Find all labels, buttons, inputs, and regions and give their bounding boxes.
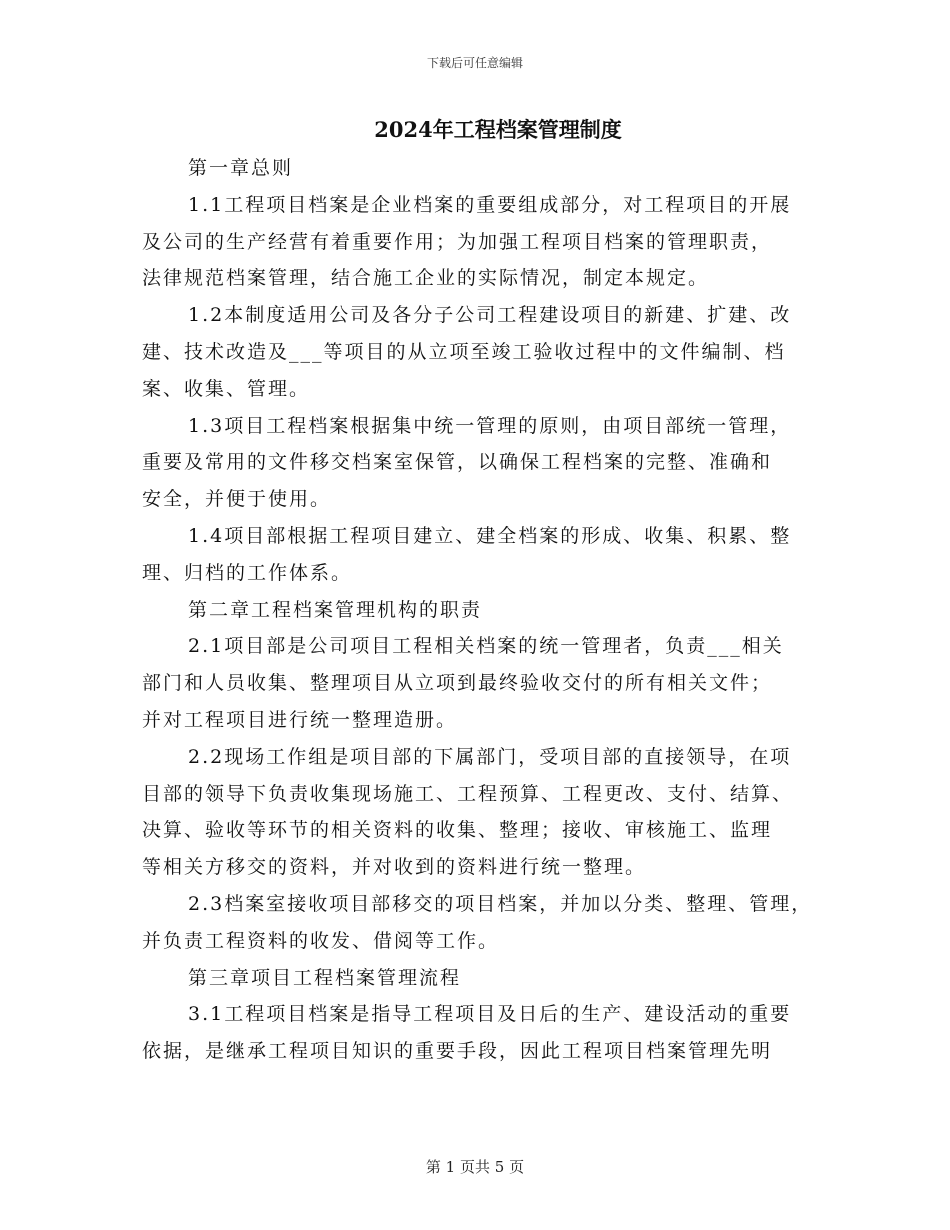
paragraph-line: 依据，是继承工程项目知识的重要手段，因此工程项目档案管理先明 [142,1040,773,1063]
document-title: 2024年工程档案管理制度 [374,117,622,142]
paragraph-line: 部门和人员收集、整理项目从立项到最终验收交付的所有相关文件； [142,672,773,695]
paragraph-line: 2.3档案室接收项目部移交的项目档案，并加以分类、整理、管理， [188,892,813,915]
paragraph-line: 并对工程项目进行统一整理造册。 [142,708,458,731]
paragraph-line: 1.1工程项目档案是企业档案的重要组成部分，对工程项目的开展 [188,193,792,216]
chapter-heading: 第一章总则 [188,157,294,179]
chapter-heading: 第二章工程档案管理机构的职责 [188,598,483,621]
page-footer: 第 1 页共 5 页 [425,1158,525,1176]
paragraph-line: 决算、验收等环节的相关资料的收集、整理；接收、审核施工、监理 [142,819,773,842]
paragraph-line: 2.2现场工作组是项目部的下属部门，受项目部的直接领导，在项 [188,745,792,768]
document-body [142,150,822,1070]
paragraph-line: 3.1工程项目档案是指导工程项目及日后的生产、建设活动的重要 [188,1003,792,1026]
chapter-heading: 第三章项目工程档案管理流程 [188,966,462,989]
paragraph-line: 2.1项目部是公司项目工程相关档案的统一管理者，负责___相关 [188,635,784,658]
paragraph-line: 1.2本制度适用公司及各分子公司工程建设项目的新建、扩建、改 [188,304,792,327]
paragraph-line: 法律规范档案管理，结合施工企业的实际情况，制定本规定。 [142,267,710,290]
header-note: 下载后可任意编辑 [426,56,523,70]
paragraph-line: 1.4项目部根据工程项目建立、建全档案的形成、收集、积累、整 [188,524,792,547]
paragraph-line: 理、归档的工作体系。 [142,561,353,584]
paragraph-line: 重要及常用的文件移交档案室保管，以确保工程档案的完整、准确和 [142,451,773,474]
paragraph-line: 1.3项目工程档案根据集中统一管理的原则，由项目部统一管理， [188,414,792,437]
paragraph-line: 并负责工程资料的收发、借阅等工作。 [142,929,500,952]
paragraph-line: 建、技术改造及___等项目的从立项至竣工验收过程中的文件编制、档 [142,340,786,363]
paragraph-line: 及公司的生产经营有着重要作用；为加强工程项目档案的管理职责， [142,230,773,253]
paragraph-line: 目部的领导下负责收集现场施工、工程预算、工程更改、支付、结算、 [142,782,794,805]
paragraph-line: 安全，并便于使用。 [142,488,332,511]
paragraph-line: 案、收集、管理。 [142,377,311,400]
paragraph-line: 等相关方移交的资料，并对收到的资料进行统一整理。 [142,856,647,879]
